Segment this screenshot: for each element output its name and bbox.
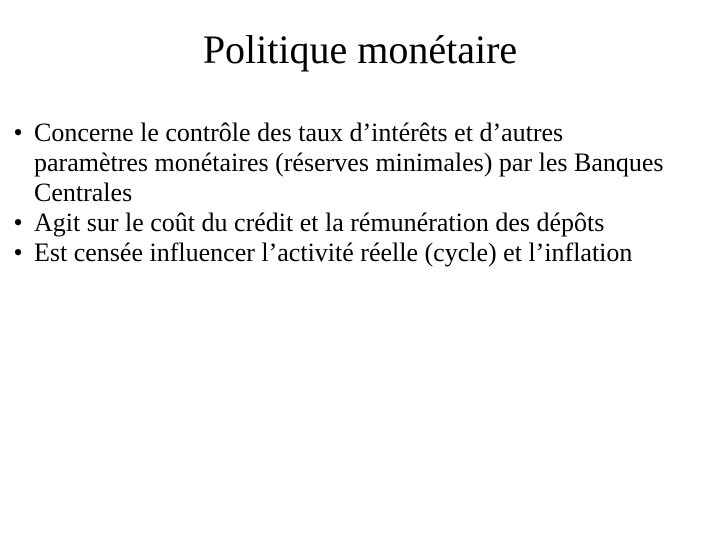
bullet-item	[0, 118, 674, 208]
bullet-text: Concerne le contrôle des taux d’intérêts et d’autres paramètres monétaires (réserves minimales) par les Banques Centrales	[34, 118, 664, 207]
bullet-text: Agit sur le coût du crédit et la rémunération des dépôts	[34, 208, 605, 237]
slide-title: Politique monétaire	[202, 27, 518, 72]
bullet-icon: •	[13, 208, 23, 237]
bullet-text: Est censée influencer l’activité réelle (cycle) et l’inflation	[34, 238, 633, 267]
bullet-list	[0, 118, 720, 268]
bullet-item	[0, 208, 674, 238]
bullet-icon: •	[13, 118, 23, 147]
bullet-item	[0, 238, 674, 268]
bullet-icon: •	[13, 238, 23, 267]
